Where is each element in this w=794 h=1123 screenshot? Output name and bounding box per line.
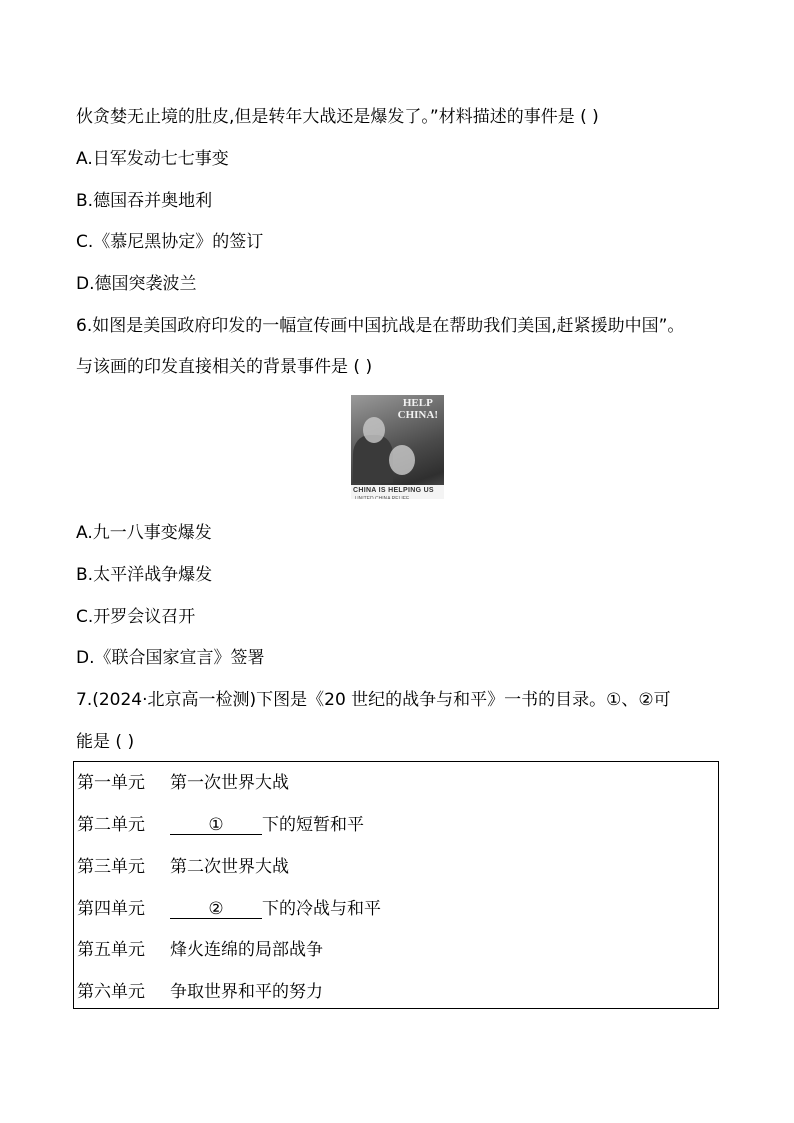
toc-row — [77, 813, 364, 837]
q6-option-a: A.九一八事变爆发 — [76, 523, 212, 543]
toc-row — [77, 897, 381, 921]
q6-stem-line2: 与该画的印发直接相关的背景事件是 ( ) — [76, 357, 373, 377]
toc-row — [77, 855, 289, 879]
toc-row — [77, 980, 323, 1004]
q6-option-b: B.太平洋战争爆发 — [76, 565, 213, 585]
q5-option-b: B.德国吞并奥地利 — [76, 191, 213, 211]
toc-blank-1: ① — [170, 816, 262, 835]
q6-stem-line1: 6.如图是美国政府印发的一幅宣传画中国抗战是在帮助我们美国,赶紧援助中国”。 — [76, 316, 685, 336]
toc-suffix: 下的短暂和平 — [262, 815, 364, 835]
toc-title: 争取世界和平的努力 — [170, 982, 323, 1002]
q5-option-d: D.德国突袭波兰 — [76, 274, 197, 294]
q6-option-d: D.《联合国家宣言》签署 — [76, 648, 265, 668]
poster-headline-line2: CHINA! — [397, 409, 438, 421]
toc-unit: 第二单元 — [77, 815, 145, 835]
toc-unit: 第一单元 — [77, 773, 145, 793]
toc-row — [77, 771, 289, 795]
poster-caption-small: UNITED CHINA RELIEF — [355, 496, 410, 499]
q7-stem-line2: 能是 ( ) — [76, 732, 135, 752]
poster-headline-line1: HELP — [402, 397, 433, 409]
toc-blank-2: ② — [170, 900, 262, 919]
q5-stem-tail: 伙贪婪无止境的肚皮,但是转年大战还是爆发了。”材料描述的事件是 ( ) — [76, 107, 599, 127]
toc-row — [77, 938, 323, 962]
q6-option-c: C.开罗会议召开 — [76, 607, 196, 627]
toc-unit: 第三单元 — [77, 857, 145, 877]
table-of-contents-box — [73, 761, 719, 1009]
poster-face-shape — [389, 445, 415, 475]
toc-title: 烽火连绵的局部战争 — [170, 940, 323, 960]
toc-title: 第一次世界大战 — [170, 773, 289, 793]
q5-option-c: C.《慕尼黑协定》的签订 — [76, 232, 264, 252]
toc-unit: 第四单元 — [77, 899, 145, 919]
q5-option-a: A.日军发动七七事变 — [76, 149, 229, 169]
poster-headline — [398, 397, 438, 421]
q7-stem-line1: 7.(2024·北京高一检测)下图是《20 世纪的战争与和平》一书的目录。①、②可 — [76, 690, 671, 710]
toc-title: 第二次世界大战 — [170, 857, 289, 877]
poster-face-shape — [363, 417, 385, 443]
poster-caption: CHINA IS HELPING US — [353, 487, 434, 494]
toc-unit: 第六单元 — [77, 982, 145, 1002]
toc-unit: 第五单元 — [77, 940, 145, 960]
toc-suffix: 下的冷战与和平 — [262, 899, 381, 919]
help-china-poster — [351, 395, 444, 499]
